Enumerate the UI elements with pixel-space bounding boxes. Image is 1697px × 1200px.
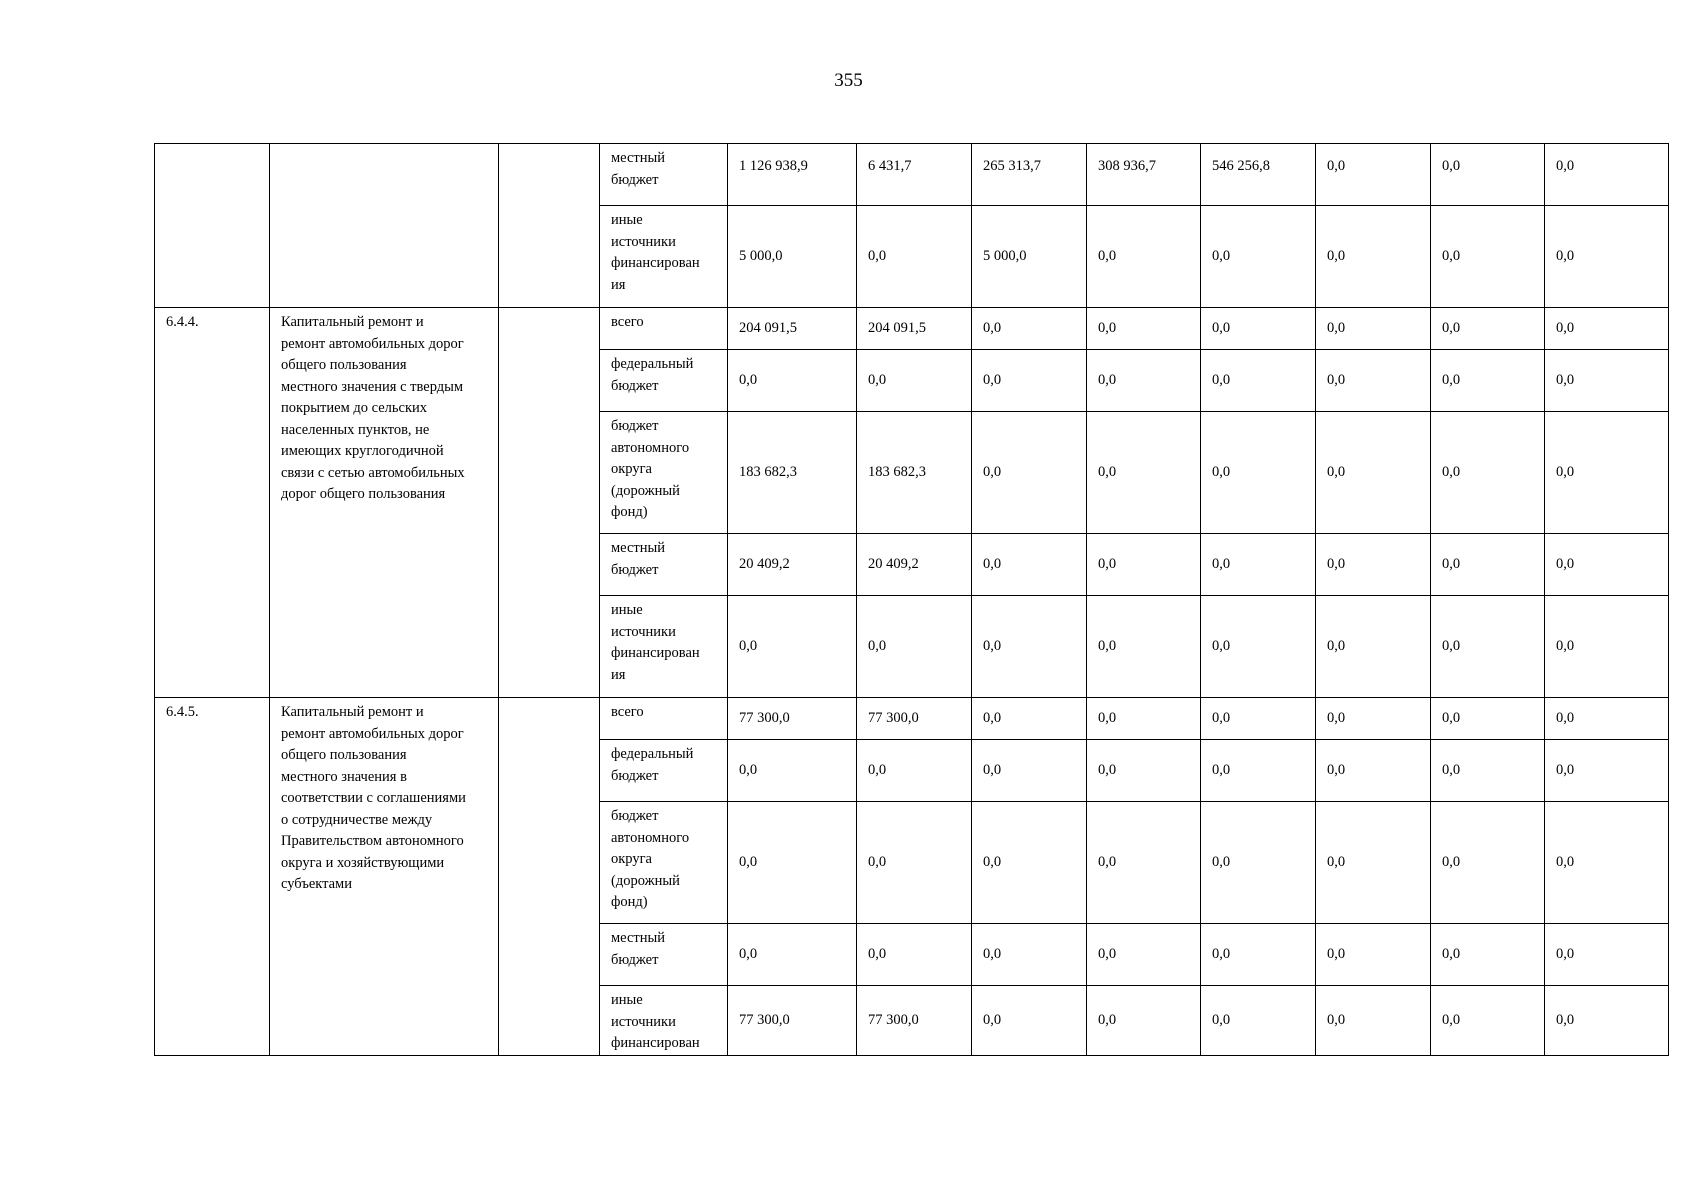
table-row [155, 144, 1669, 206]
description-line: дорог общего пользования [281, 486, 446, 502]
value-cell: 77 300,0 [857, 986, 972, 1056]
value-cell: 0,0 [1087, 986, 1201, 1056]
description-line: общего пользования [281, 357, 407, 373]
value-cell: 0,0 [1545, 308, 1669, 350]
value-cell: 0,0 [1545, 698, 1669, 740]
value-cell: 0,0 [728, 802, 857, 924]
source-line: иные [611, 602, 643, 618]
value-cell: 0,0 [1316, 412, 1431, 534]
description-line: соответствии с соглашениями [281, 790, 466, 806]
source-line: бюджет [611, 418, 659, 434]
value-cell: 0,0 [1431, 802, 1545, 924]
value-cell: 6 431,7 [857, 144, 972, 206]
source-line: финансирован [611, 1035, 700, 1051]
value-cell: 0,0 [1431, 144, 1545, 206]
source-cell [600, 924, 728, 986]
value-cell: 0,0 [857, 206, 972, 308]
source-line: (дорожный [611, 482, 680, 499]
value-cell: 0,0 [1087, 350, 1201, 412]
source-cell [600, 308, 728, 350]
value-cell: 0,0 [1201, 986, 1316, 1056]
value-cell: 0,0 [1201, 596, 1316, 698]
description-cell [270, 144, 499, 308]
value-cell: 0,0 [1316, 698, 1431, 740]
item-code: 6.4.4. [155, 308, 270, 698]
value-cell: 0,0 [1316, 350, 1431, 412]
value-cell: 0,0 [1431, 534, 1545, 596]
value-cell: 0,0 [857, 802, 972, 924]
value-cell: 0,0 [1201, 698, 1316, 740]
value-cell: 0,0 [1087, 412, 1201, 534]
source-line: автономного [611, 829, 690, 846]
value-cell: 0,0 [1431, 924, 1545, 986]
value-cell: 5 000,0 [728, 206, 857, 308]
value-cell: 0,0 [1201, 924, 1316, 986]
source-cell [600, 740, 728, 802]
page-number: 355 [834, 70, 863, 91]
value-cell: 308 936,7 [1087, 144, 1201, 206]
code-cell [155, 144, 270, 308]
value-cell: 0,0 [1545, 802, 1669, 924]
value-cell: 0,0 [1431, 350, 1545, 412]
value-cell: 0,0 [1316, 596, 1431, 698]
value-cell: 0,0 [1087, 802, 1201, 924]
description-line: имеющих круглогодичной [281, 443, 444, 459]
source-line: местный [611, 930, 666, 946]
value-cell: 0,0 [1431, 596, 1545, 698]
source-cell [600, 802, 728, 924]
source-cell [600, 596, 728, 698]
value-cell: 0,0 [972, 350, 1087, 412]
value-cell: 0,0 [1545, 350, 1669, 412]
value-cell: 0,0 [1431, 698, 1545, 740]
value-cell: 0,0 [857, 596, 972, 698]
source-line: бюджет [611, 951, 659, 968]
source-line: бюджет [611, 377, 659, 394]
source-line: федеральный [611, 356, 694, 372]
description-line: Правительством автономного [281, 833, 464, 849]
value-cell: 0,0 [1545, 206, 1669, 308]
value-cell: 0,0 [1316, 308, 1431, 350]
value-cell: 0,0 [1545, 596, 1669, 698]
source-line: местный [611, 540, 666, 556]
description-line: ремонт автомобильных дорог [281, 725, 464, 742]
description-line: местного значения с твердым [281, 378, 464, 395]
value-cell: 20 409,2 [728, 534, 857, 596]
source-line: бюджет [611, 171, 659, 188]
description-line: покрытием до сельских [281, 400, 428, 416]
value-cell: 5 000,0 [972, 206, 1087, 308]
value-cell: 0,0 [728, 350, 857, 412]
value-cell: 0,0 [1316, 802, 1431, 924]
value-cell: 0,0 [1087, 740, 1201, 802]
value-cell: 0,0 [1545, 986, 1669, 1056]
source-line: бюджет [611, 767, 659, 784]
value-cell: 0,0 [972, 534, 1087, 596]
description-line: Капитальный ремонт и [281, 314, 424, 330]
executor-cell [499, 144, 600, 308]
source-line: фонд) [611, 504, 648, 520]
description-line: местного значения в [281, 768, 407, 785]
value-cell: 183 682,3 [857, 412, 972, 534]
value-cell: 265 313,7 [972, 144, 1087, 206]
value-cell: 0,0 [1316, 144, 1431, 206]
value-cell: 183 682,3 [728, 412, 857, 534]
value-cell: 0,0 [972, 924, 1087, 986]
value-cell: 0,0 [972, 802, 1087, 924]
source-line: всего [611, 314, 644, 330]
table-row [155, 308, 1669, 350]
value-cell: 0,0 [1201, 308, 1316, 350]
description-line: ремонт автомобильных дорог [281, 335, 464, 352]
value-cell: 0,0 [972, 596, 1087, 698]
value-cell: 0,0 [1431, 206, 1545, 308]
value-cell: 0,0 [1545, 534, 1669, 596]
source-line: финансирован [611, 255, 700, 271]
value-cell: 0,0 [1201, 534, 1316, 596]
value-cell: 0,0 [1316, 924, 1431, 986]
description-line: Капитальный ремонт и [281, 704, 424, 720]
value-cell: 0,0 [728, 596, 857, 698]
value-cell: 0,0 [1431, 308, 1545, 350]
description-line: округа и хозяйствующими [281, 854, 445, 871]
source-cell [600, 144, 728, 206]
source-line: округа [611, 461, 652, 477]
value-cell: 0,0 [1316, 206, 1431, 308]
value-cell: 0,0 [1316, 986, 1431, 1056]
source-line: бюджет [611, 561, 659, 578]
value-cell: 0,0 [728, 740, 857, 802]
source-line: источники [611, 623, 676, 640]
value-cell: 0,0 [1201, 740, 1316, 802]
description-line: общего пользования [281, 747, 407, 763]
value-cell: 0,0 [1201, 350, 1316, 412]
value-cell: 0,0 [1087, 924, 1201, 986]
item-description [270, 308, 499, 698]
value-cell: 546 256,8 [1201, 144, 1316, 206]
value-cell: 0,0 [1545, 740, 1669, 802]
value-cell: 0,0 [972, 740, 1087, 802]
source-line: иные [611, 992, 643, 1008]
source-line: ия [611, 666, 626, 683]
source-line: всего [611, 704, 644, 720]
value-cell: 204 091,5 [728, 308, 857, 350]
value-cell: 0,0 [857, 924, 972, 986]
source-cell [600, 206, 728, 308]
table-body [155, 144, 1669, 1056]
source-line: финансирован [611, 645, 700, 661]
source-line: автономного [611, 439, 690, 456]
source-line: бюджет [611, 808, 659, 824]
source-line: источники [611, 233, 676, 250]
value-cell: 0,0 [972, 412, 1087, 534]
value-cell: 0,0 [1316, 740, 1431, 802]
value-cell: 0,0 [972, 698, 1087, 740]
value-cell: 0,0 [1316, 534, 1431, 596]
description-line: населенных пунктов, не [281, 421, 430, 438]
executor-cell [499, 698, 600, 1056]
value-cell: 0,0 [1087, 534, 1201, 596]
description-line: о сотрудничестве между [281, 811, 433, 828]
value-cell: 77 300,0 [728, 986, 857, 1056]
value-cell: 0,0 [728, 924, 857, 986]
table-row [155, 698, 1669, 740]
value-cell: 0,0 [1545, 144, 1669, 206]
value-cell: 0,0 [1087, 206, 1201, 308]
item-description [270, 698, 499, 1056]
value-cell: 0,0 [1431, 412, 1545, 534]
value-cell: 0,0 [1545, 924, 1669, 986]
description-line: связи с сетью автомобильных [281, 464, 465, 481]
source-cell [600, 534, 728, 596]
source-line: иные [611, 212, 643, 228]
source-cell [600, 698, 728, 740]
value-cell: 0,0 [1431, 740, 1545, 802]
source-line: округа [611, 851, 652, 867]
value-cell: 0,0 [1087, 596, 1201, 698]
source-line: местный [611, 150, 666, 166]
budget-table [154, 143, 1669, 1056]
value-cell: 204 091,5 [857, 308, 972, 350]
executor-cell [499, 308, 600, 698]
source-cell [600, 350, 728, 412]
value-cell: 1 126 938,9 [728, 144, 857, 206]
value-cell: 0,0 [1087, 308, 1201, 350]
value-cell: 0,0 [1201, 206, 1316, 308]
value-cell: 0,0 [1087, 698, 1201, 740]
value-cell: 77 300,0 [728, 698, 857, 740]
source-line: фонд) [611, 894, 648, 910]
value-cell: 0,0 [1545, 412, 1669, 534]
value-cell: 0,0 [972, 986, 1087, 1056]
source-line: ия [611, 276, 626, 293]
item-code: 6.4.5. [155, 698, 270, 1056]
value-cell: 0,0 [972, 308, 1087, 350]
source-line: (дорожный [611, 872, 680, 889]
value-cell: 0,0 [1201, 412, 1316, 534]
value-cell: 20 409,2 [857, 534, 972, 596]
value-cell: 0,0 [1201, 802, 1316, 924]
value-cell: 77 300,0 [857, 698, 972, 740]
value-cell: 0,0 [1431, 986, 1545, 1056]
source-line: источники [611, 1013, 676, 1030]
source-cell [600, 986, 728, 1056]
source-line: федеральный [611, 746, 694, 762]
source-cell [600, 412, 728, 534]
description-line: субъектами [281, 876, 352, 892]
value-cell: 0,0 [857, 350, 972, 412]
value-cell: 0,0 [857, 740, 972, 802]
